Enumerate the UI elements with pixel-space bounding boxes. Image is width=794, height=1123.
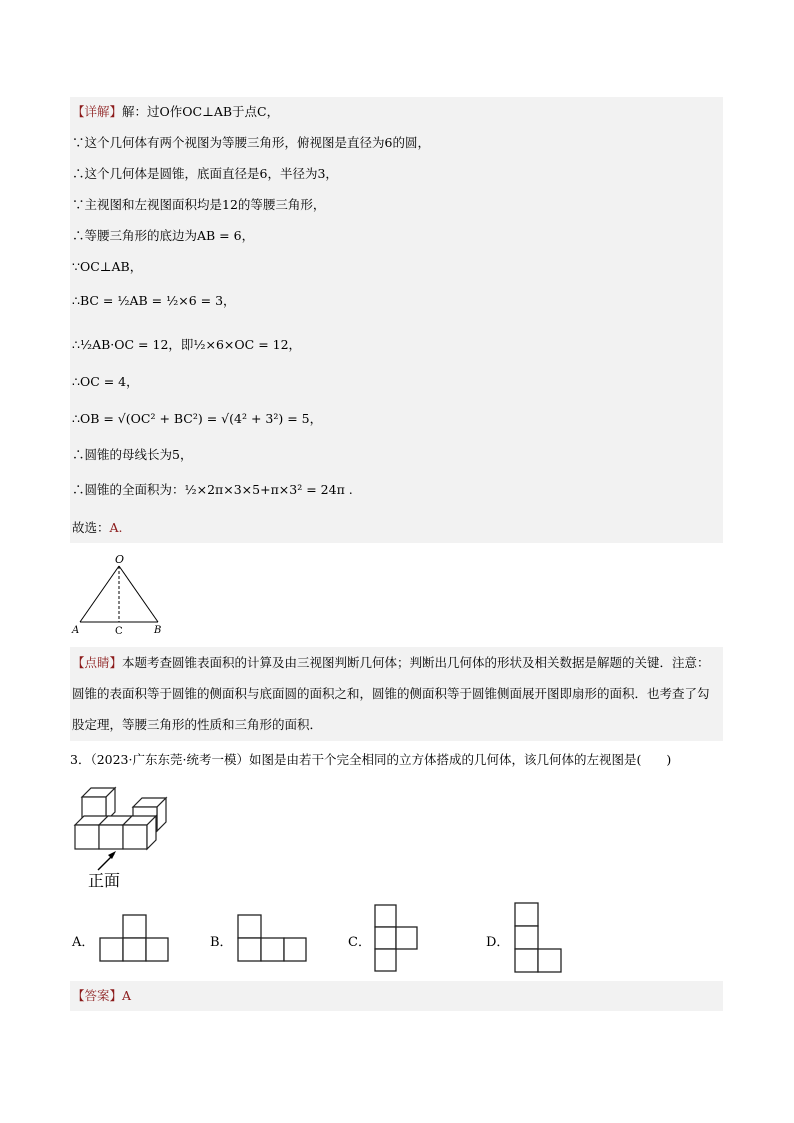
question-text: 如图是由若干个完全相同的立方体搭成的几何体，该几何体的左视图是( ) [248,752,672,767]
label-b: B [154,625,162,636]
label-c: C [115,626,123,637]
solution-line-5: ∴等腰三角形的底边为AB = 6， [72,228,255,243]
cube-solid-figure [70,780,180,892]
solution-line-6: ∵OC⊥AB， [72,259,143,274]
label-a: A [72,625,80,636]
comment-paragraph [72,647,717,740]
option-a-figure[interactable] [98,914,170,962]
comment-tag: 【点睛】 [72,655,123,670]
answer-band [70,981,723,1011]
comment-text: 本题考查圆锥表面积的计算及由三视图判断几何体；判断出几何体的形状及相关数据是解题的关键．注意：圆锥的表面积等于圆锥的侧面积与底面圆的面积之和，圆锥的侧面积等于圆锥侧面展开图即扇形的面积．也考查了勾股定理，等腰三角形的性质和三角形的面积． [72,655,710,732]
solution-line-7: ∴BC = ½AB = ½×6 = 3， [72,293,236,308]
question-number: 3． [70,752,91,767]
option-b-figure[interactable] [236,914,308,962]
option-c-label[interactable]: C． [348,935,371,950]
solution-line-12: ∴圆锥的全面积为：½×2π×3×5+π×3² = 24π . [72,482,353,497]
triangle-figure [70,552,180,638]
solution-text-1: 解：过O作OC⊥AB于点C， [122,104,280,119]
option-d-label[interactable]: D． [486,935,510,950]
solution-line-2: ∵这个几何体有两个视图为等腰三角形，俯视图是直径为6的圆， [72,135,430,150]
option-d-figure[interactable] [514,902,564,974]
front-arrow-head [108,851,116,859]
solution-line-4: ∵主视图和左视图面积均是12的等腰三角形， [72,197,326,212]
choice-line [72,519,123,537]
solution-line-9: ∴OC = 4， [72,374,139,389]
solution-tag: 【详解】 [72,104,123,119]
solution-line-3: ∴这个几何体是圆锥，底面直径是6，半径为3， [72,166,338,181]
solution-line-1 [72,103,279,121]
front-label: 正面 [88,871,121,890]
question-source: （2023·广东东莞·统考一模） [90,752,249,767]
label-o: O [115,553,125,566]
question-3 [70,750,671,768]
solution-line-10: ∴OB = √(OC² + BC²) = √(4² + 3²) = 5， [72,411,323,426]
answer-value: A [122,988,132,1003]
solution-band [70,97,723,543]
answer-tag: 【答案】 [72,988,123,1003]
solution-line-8: ∴½AB·OC = 12，即½×6×OC = 12， [72,337,302,352]
option-b-label[interactable]: B． [210,935,233,950]
triangle-side-oa [80,566,119,622]
solution-line-11: ∴圆锥的母线长为5， [72,447,193,462]
triangle-side-ob [119,566,158,622]
answer-line [72,987,131,1005]
option-a-label[interactable]: A． [72,935,95,950]
choice-value: A. [109,520,123,535]
choice-prefix: 故选： [72,520,110,535]
option-c-figure[interactable] [374,904,420,972]
